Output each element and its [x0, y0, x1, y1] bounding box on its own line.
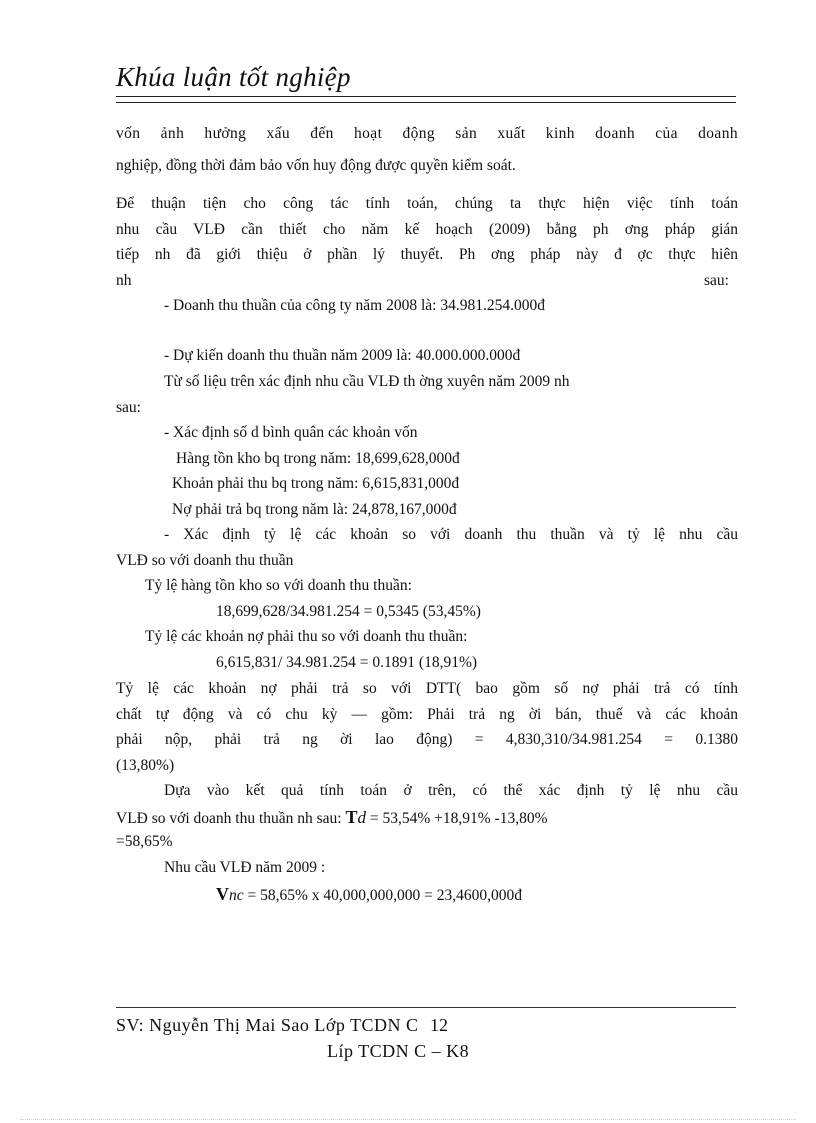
symbol-t: T — [345, 807, 358, 827]
paragraph-2-line-4-end: sau: — [704, 272, 729, 289]
inventory-ratio-label: Tỷ lệ hàng tồn kho so với doanh thu thuần: — [145, 577, 412, 594]
payable-ratio-line-2: chất tự động và có chu kỳ — gồm: Phải trả ng ời bán, thuế và các khoản — [116, 706, 738, 723]
receivables-average: Khoản phải thu bq trong năm: 6,615,831,000đ — [172, 475, 460, 492]
header-double-rule — [116, 96, 736, 103]
symbol-nc-subscript: nc — [229, 887, 244, 904]
footer-rule — [116, 1007, 736, 1008]
paragraph-1-line-1: vốn ảnh hưởng xấu đến hoạt động sản xuất kinh doanh của doanh — [116, 125, 738, 142]
bullet-ratio-line-1: - Xác định tỷ lệ các khoản so với doanh thu thuần và tỷ lệ nhu cầu — [164, 526, 738, 543]
header-title: Khúa luận tốt nghiệp — [116, 62, 351, 92]
paragraph-2-line-2: nhu cầu VLĐ cần thiết cho năm kế hoạch (2009) bằng ph ơng pháp gián — [116, 221, 738, 238]
payable-ratio-line-3: phải nộp, phải trả ng ời lao động) = 4,830,310/34.981.254 = 0.1380 — [116, 731, 738, 748]
paragraph-3-line-1: Từ số liệu trên xác định nhu cầu VLĐ th ờng xuyên năm 2009 nh — [164, 373, 570, 390]
symbol-v: V — [216, 884, 229, 904]
paragraph-2-line-1: Để thuận tiện cho công tác tính toán, chúng ta thực hiện việc tính toán — [116, 195, 738, 212]
inventory-average: Hàng tồn kho bq trong năm: 18,699,628,000đ — [176, 450, 460, 467]
receivable-ratio-label: Tỷ lệ các khoản nợ phải thu so với doanh thu thuần: — [145, 628, 468, 645]
bullet-revenue-2009: - Dự kiến doanh thu thuần năm 2009 là: 40.000.000.000đ — [164, 347, 521, 364]
payable-ratio-line-1: Tỷ lệ các khoản nợ phải trả so với DTT( bao gồm số nợ phải trả có tính — [116, 680, 738, 697]
paragraph-4-line-2 — [116, 808, 548, 828]
paragraph-4-text-before: VLĐ so với doanh thu thuần nh sau: — [116, 810, 346, 827]
paragraph-4-line-3: =58,65% — [116, 833, 173, 850]
bullet-ratio-line-2: VLĐ so với doanh thu thuần — [116, 552, 294, 569]
need-formula-value: = 58,65% x 40,000,000,000 = 23,4600,000đ — [243, 887, 523, 904]
paragraph-4-formula: = 53,54% +18,91% -13,80% — [366, 810, 548, 827]
footer-class-line: Líp TCDN C – K8 — [327, 1041, 470, 1061]
bullet-average-balance: - Xác định số d bình quân các khoản vốn — [164, 424, 418, 441]
paragraph-1-line-2: nghiệp, đồng thời đảm bảo vốn huy động được quyền kiểm soát. — [116, 157, 516, 174]
paragraph-2-line-4-start: nh — [116, 272, 132, 289]
bullet-revenue-2008: - Doanh thu thuần của công ty năm 2008 là: 34.981.254.000đ — [164, 297, 545, 314]
inventory-ratio-calc: 18,699,628/34.981.254 = 0,5345 (53,45%) — [216, 603, 481, 620]
payables-average: Nợ phải trả bq trong năm là: 24,878,167,000đ — [172, 501, 457, 518]
need-formula — [216, 885, 522, 905]
bottom-dotted-line — [20, 1119, 796, 1120]
need-label: Nhu cầu VLĐ năm 2009 : — [164, 859, 326, 876]
paragraph-4-line-1: Dựa vào kết quả tính toán ở trên, có thể xác định tỷ lệ nhu cầu — [164, 782, 738, 799]
symbol-d-subscript: d — [357, 808, 366, 827]
receivable-ratio-calc: 6,615,831/ 34.981.254 = 0.1891 (18,91%) — [216, 654, 478, 671]
footer-student-line: SV: Nguyễn Thị Mai Sao Lớp TCDN C — [116, 1015, 419, 1035]
payable-ratio-line-4: (13,80%) — [116, 757, 175, 774]
paragraph-2-line-3: tiếp nh đã giới thiệu ở phần lý thuyết. Ph ơng pháp này đ ợc thực hiên — [116, 246, 738, 263]
paragraph-3-line-2: sau: — [116, 399, 141, 416]
page-number: 12 — [430, 1015, 448, 1035]
